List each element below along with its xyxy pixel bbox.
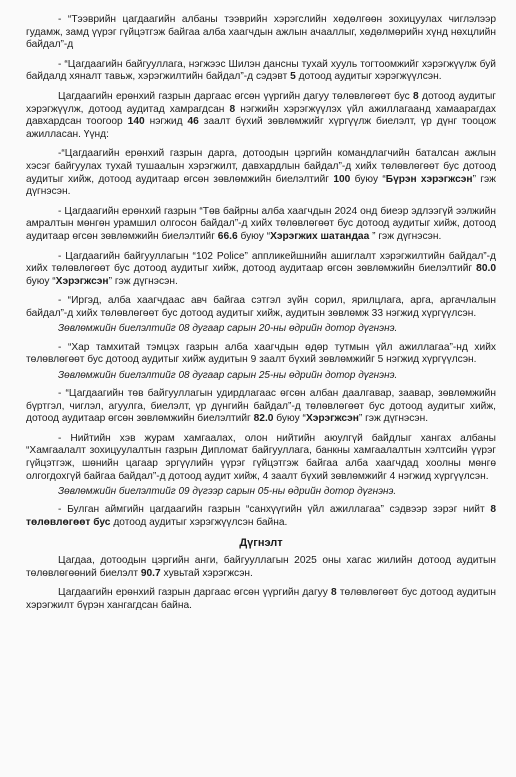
paragraph-diplomatic-protection: - Нийтийн хэв журам хамгаалах, олон нийтийн аюулгүй байдлыг хангах албаны “Хамгаалалт зохицуулалтын газрын Дипломат байгууллага, банкны хамгаалалтын хэлтсийн үүрэг гүйцэтгэж, шөнийн цагаар эргүүлийн үүрэг гүйцэтгэж байгаа алба хаагчдад хоолны мөнгө олгогдохгүй байгаа байдал”-д дотоод аудит хийж, 4 заалт бүхий зөвлөмжийг 4 нэгжид хүргүүлсэн. — [26, 432, 496, 482]
note-deadline-aug-25: Зөвлөмжийн биелэлтийг 08 дугаар сарын 25-ны өдрийн дотор дүгнэнэ. — [58, 369, 398, 381]
paragraph-conclusion-unplanned: Цагдаагийн ерөнхий газрын даргаас өгсөн үүргийн дагуу 8 төлөвлөгөөт бус дотоод аудитын хэрэгжилт бүрэн хангагдсан байна. — [26, 587, 496, 611]
note-deadline-aug-20: Зөвлөмжийн биелэлтийг 08 дугаар сарын 20-ны өдрийн дотор дүгнэнэ. — [58, 323, 398, 335]
paragraph-traffic-police: - “Тээврийн цагдаагийн албаны тээврийн хэрэгслийн хөдөлгөөн зохицуулах чиглэлээр гудамж, замд үүрэг гүйцэтгэж байгаа алба хаагчдын ажлын ачааллыг, хөдөлмөрийн хүнд нөхцлийн байдал”-д — [26, 14, 496, 51]
paragraph-working-group-order: -“Цагдаагийн ерөнхий газрын дарга, дотоодын цэргийн командлагчийн баталсан ажлын хэсэг байгуулах тухай тушаалын хэрэгжилт, давхардлын байдал”-д хийх төлөвлөгөөт бус дотоод аудитыг хийж, дотоод аудитаар өгсөн зөвлөмжийн биелэлтийг 100 буюу “Бүрэн хэрэгжсэн” гэж дүгнэсэн. — [26, 148, 497, 198]
paragraph-102-police-app: - Цагдаагийн байгууллагын “102 Police” аппликейшнийн ашиглалт хэрэгжилтийн байдал”-д хийх төлөвлөгөөт бус дотоод аудитыг хийж, дотоод аудитаар өгсөн зөвлөмжийн биелэлтийг 80.0 буюу “Хэрэгжсэн” гэж дүгнэсэн. — [26, 250, 496, 287]
conclusion-heading: Дүгнэлт — [239, 536, 283, 549]
note-deadline-sep-05: Зөвлөмжийн биелэлтийг 09 дүгээр сарын 05-ны өдрийн дотор дүгнэнэ. — [58, 486, 397, 498]
paragraph-bulgan-finance: - Булган аймгийн цагдаагийн газрын “санхүүгийн үйл ажиллагаа” сэдвээр зэрэг нийт 8 төлөвлөгөөт бус дотоод аудитыг хэрэгжүүлсэн байна. — [26, 504, 496, 529]
paragraph-central-directives: - “Цагдаагийн төв байгууллагын удирдлагаас өгсөн албан даалгавар, заавар, зөвлөмжийн бүртгэл, чиглэл, агуулга, биелэлт, үр дүнгийн байдал”-д төлөвлөгөөт бус дотоод аудитыг хийж, дотоод аудитаар өгсөн зөвлөмжийн биелэлтийг 82.0 буюу “Хэрэгжсэн” гэж дүгнэсэн. — [26, 388, 496, 425]
paragraph-unplanned-audits-summary: Цагдаагийн ерөнхий газрын даргаас өгсөн үүргийн дагуу төлөвлөгөөт бус 8 дотоод аудитыг хэрэгжүүлж, дотоод аудитад хамрагдсан 8 нэгжийн хэрэгжүүлэх үйл ажиллагаанд хамаарагдах давхардсан тоогоор 140 нэгжид 46 заалт бүхий зөвлөмжийг хүргүүлж биелэлт, үр дүнг тооцож ажилласан. Үүнд: — [26, 90, 496, 140]
paragraph-conclusion-performance: Цагдаа, дотоодын цэргийн анги, байгууллагын 2025 оны хагас жилийн дотоод аудитын төлөвлөгөөний биелэлт 90.7 хувьтай хэрэгжсэн. — [26, 555, 496, 579]
paragraph-psychological-tests: - “Иргэд, алба хаагчдаас авч байгаа сэтгэл зүйн сорил, ярилцлага, арга, аргачлалын байдал”-д хийх төлөвлөгөөт бус дотоод аудитыг хийж, аудитын зөвлөмж 33 нэгжид хүргүүлсэн. — [26, 295, 496, 319]
paragraph-glass-account: - “Цагдаагийн байгууллага, нэгжээс Шилэн дансны тухай хууль тогтоомжийг хэрэгжүүлж буй байдалд хяналт тавьж, хэрэгжилтийн байдал”-д сэдэвт 5 дотоод аудитыг хэрэгжүүлсэн. — [26, 58, 496, 83]
paragraph-narcotics-department: - “Хар тамхитай тэмцэх газрын алба хаагчдын өдөр тутмын үйл ажиллагаа”-нд хийх төлөвлөгөөт бус дотоод аудитыг хийж аудитын 9 заалт бүхий зөвлөмжийг 5 нэгжид хүргүүлсэн. — [26, 341, 496, 366]
paragraph-leave-bonus: - Цагдаагийн ерөнхий газрын “Төв байрны алба хаагчдын 2024 онд биеэр эдлээгүй ээлжийн амралтын мөнгөн урамшил олгосон байдал”-д хийх төлөвлөгөөт бус дотоод аудитыг хийж, дотоод аудитаар өгсөн зөвлөмжийн биелэлтийг 66.6 буюу “Хэрэгжих шатандаа ” гэж дүгнэсэн. — [26, 205, 496, 242]
